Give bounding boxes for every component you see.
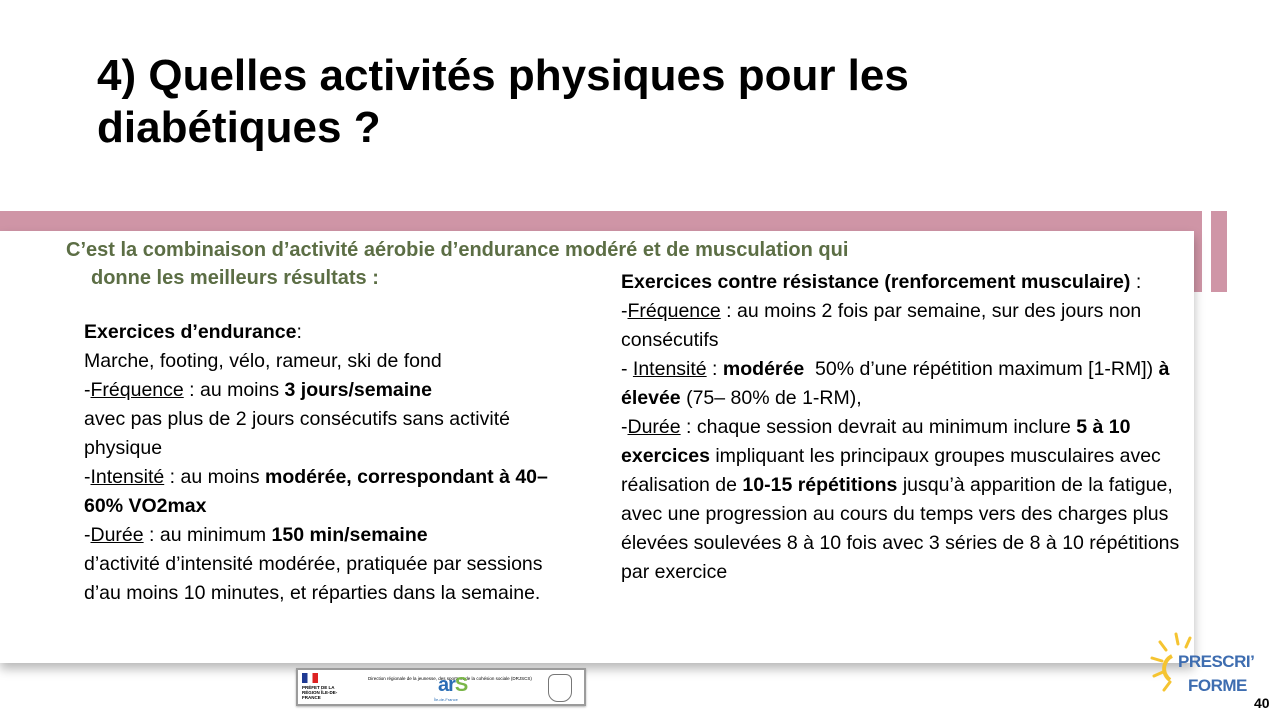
endurance-frequency: -Fréquence : au moins 3 jours/semaine avec pas plus de 2 jours consécutifs sans activité physique xyxy=(84,379,510,459)
intensity-value-2: à élevée xyxy=(621,358,1170,409)
endurance-column xyxy=(84,318,584,608)
endurance-heading-line xyxy=(84,318,584,347)
intensity-value-1: modérée xyxy=(722,358,805,380)
heading-colon: : xyxy=(296,321,302,343)
duration-value-2: 10-15 répétitions xyxy=(742,474,898,496)
duration-label: Durée xyxy=(90,524,144,546)
resistance-heading-line xyxy=(621,268,1181,297)
decorative-band xyxy=(0,211,1200,231)
duration-rest: d’activité d’intensité modérée, pratiquée par sessions d’au moins 10 minutes, et réparties dans la semaine. xyxy=(84,553,543,604)
intensity-text-1: : xyxy=(706,358,723,380)
frequency-label: Fréquence xyxy=(90,379,184,401)
heading-colon: : xyxy=(1130,271,1142,293)
endurance-intensity: -Intensité : au moins modérée, correspondant à 40–60% VO2max xyxy=(84,466,548,517)
prefet-logo xyxy=(302,673,342,701)
resistance-frequency: -Fréquence : au moins 2 fois par semaine, sur des jours non consécutifs xyxy=(621,300,1142,351)
intro-line-2: donne les meilleurs résultats : xyxy=(91,267,379,289)
forme-text: FORME xyxy=(1188,676,1247,695)
intensity-label: Intensité xyxy=(90,466,165,488)
slide-title: 4) Quelles activités physiques pour les diabétiques ? xyxy=(97,51,909,152)
ars-subtitle: Île-de-France xyxy=(434,697,458,702)
frequency-text: : au moins 2 fois par semaine, sur des jours non consécutifs xyxy=(621,300,1142,351)
intensity-text: : au moins xyxy=(164,466,266,488)
endurance-activities: Marche, footing, vélo, rameur, ski de fond xyxy=(84,350,442,372)
endurance-heading: Exercices d’endurance xyxy=(84,321,297,343)
duration-value: 150 min/semaine xyxy=(271,524,428,546)
resistance-column xyxy=(621,268,1181,587)
ars-letters: ar xyxy=(438,674,455,696)
drjscs-text: Direction régionale de la jeunesse, des sports et de la cohésion sociale (DRJSCS) xyxy=(368,676,532,681)
duration-value-1: 5 à 10 exercices xyxy=(621,416,1131,467)
endurance-duration: -Durée : au minimum 150 min/semaine d’activité d’intensité modérée, pratiquée par sessions d’au moins 10 minutes, et réparties dans la semaine. xyxy=(84,524,543,604)
intensity-value: modérée, correspondant à 40–60% VO2max xyxy=(84,466,548,517)
resistance-intensity: - Intensité : modérée 50% d’une répétition maximum [1-RM]) à élevée (75– 80% de 1-RM), xyxy=(621,358,1170,409)
ars-letter-s: S xyxy=(454,674,468,696)
french-flag-icon xyxy=(302,673,318,683)
frequency-label: Fréquence xyxy=(627,300,721,322)
resistance-duration: -Durée : chaque session devrait au minimum inclure 5 à 10 exercices impliquant les principaux groupes musculaires avec réalisation de 10-15 répétitions jusqu’à apparition de la fatigue, avec une progression au cours du temps vers des charges plus élevées soulevées 8 à 10 fois avec 3 séries de 8 à 10 répétitions par exercice xyxy=(621,416,1180,583)
prescri-forme-logo xyxy=(1148,630,1255,710)
intro-line-1: C’est la combinaison d’activité aérobie d’endurance modéré et de musculation qui xyxy=(66,239,849,261)
prefet-text: PRÉFET DE LA RÉGION ÎLE-DE-FRANCE xyxy=(302,685,338,700)
emblem-icon xyxy=(548,674,572,702)
duration-text-3: jusqu’à apparition de la fatigue, avec une progression au cours du temps vers des charges plus élevées soulevées 8 à 10 fois avec 3 séries de 8 à 10 répétitions par exercice xyxy=(621,474,1180,583)
intensity-text-2: 50% d’une répétition maximum [1-RM]) xyxy=(804,358,1159,380)
frequency-rest: avec pas plus de 2 jours consécutifs sans activité physique xyxy=(84,408,510,459)
partner-logos-banner xyxy=(296,668,586,706)
duration-text-2: impliquant les principaux groupes musculaires avec réalisation de xyxy=(621,445,1161,496)
decorative-band-vertical-2 xyxy=(1211,211,1227,292)
resistance-heading: Exercices contre résistance (renforcement musculaire) xyxy=(621,271,1131,293)
page-number: 40 xyxy=(1254,695,1270,711)
prescri-text: PRESCRI’ xyxy=(1178,652,1255,671)
frequency-value: 3 jours/semaine xyxy=(284,379,432,401)
frequency-text: : au moins xyxy=(183,379,285,401)
intensity-text-3: (75– 80% de 1-RM), xyxy=(680,387,862,409)
ars-logo xyxy=(438,674,467,697)
duration-text-1: : chaque session devrait au minimum inclure xyxy=(680,416,1077,438)
duration-label: Durée xyxy=(627,416,681,438)
decorative-band-vertical xyxy=(1194,211,1202,292)
intensity-label: Intensité xyxy=(632,358,707,380)
duration-text: : au minimum xyxy=(143,524,272,546)
